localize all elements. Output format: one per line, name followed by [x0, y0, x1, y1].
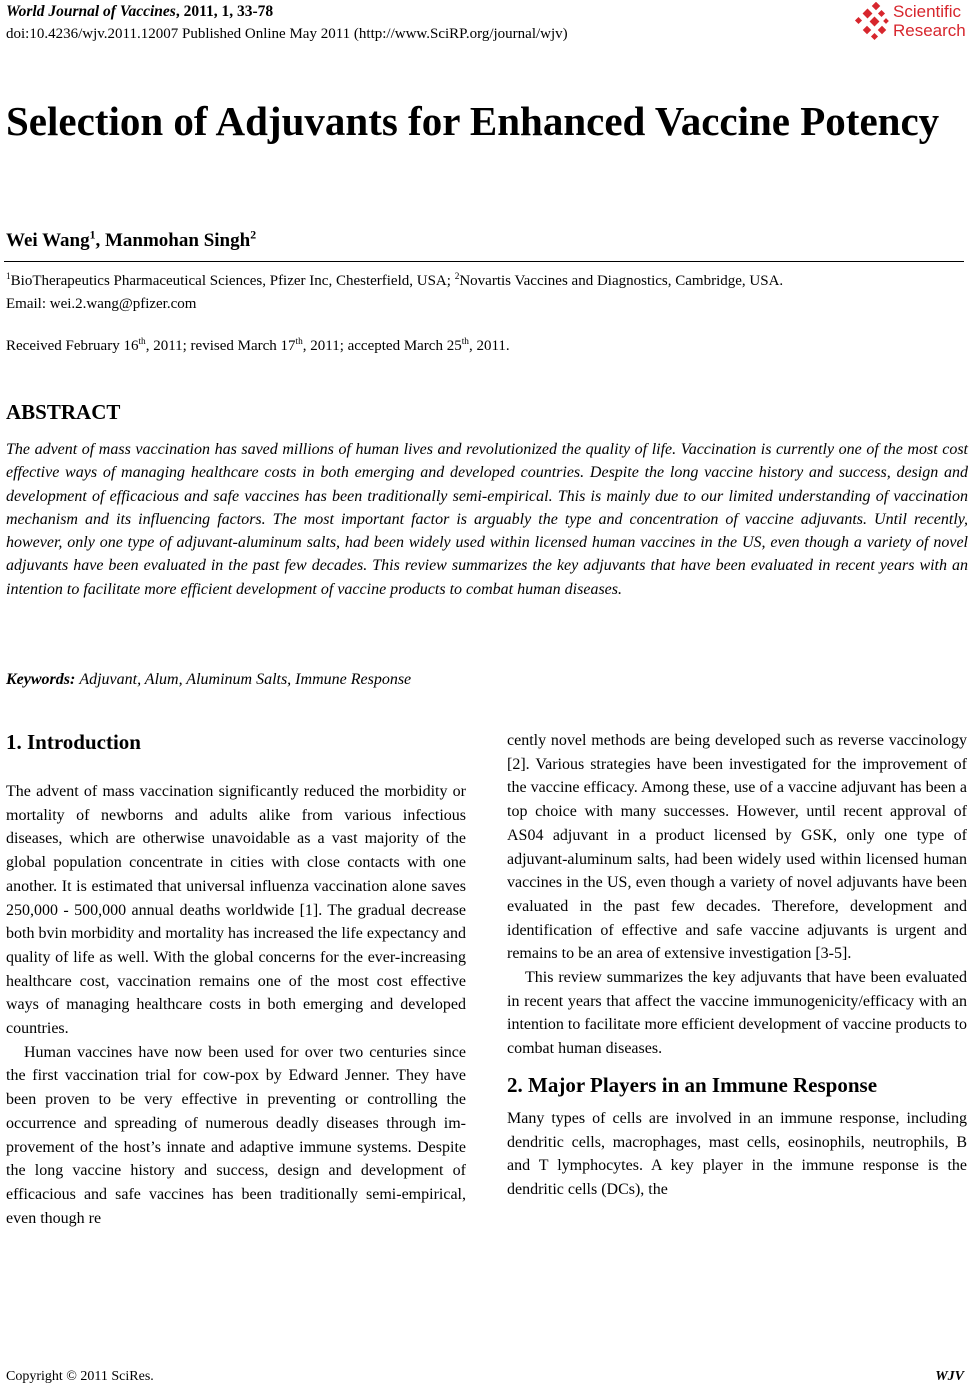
keywords — [6, 669, 411, 691]
section-2-heading: 2. Major Players in an Immune Response — [507, 1072, 878, 1097]
intro-paragraph-2-continued: cently novel methods are being developed such as reverse vaccinology [2]. Various strategies have been investigated for the improvement of the vaccine efficacy. Among these, use of a vaccine adjuvant has been a top choice with many successes. However, until recent approval of AS04 adjuvant in a product licensed by GSK, only one type of adjuvant-aluminum salts, had been widely used within licensed human vaccines in the US, even though a variety of novel adjuvants have been evaluated in the past few decades. Therefore, development and identification of effective and safe vaccine adjuvants is urgent and remains to be an area of extensive investigation [3-5]. — [507, 732, 967, 963]
keywords-value: Adjuvant, Alum, Aluminum Salts, Immune Response — [79, 671, 412, 688]
column-left — [6, 780, 466, 1230]
abstract-heading: ABSTRACT — [6, 400, 121, 424]
column-right — [507, 729, 967, 1202]
journal-name: World Journal of Vaccines — [6, 3, 176, 20]
publisher-logo — [853, 2, 969, 42]
doi-line: doi:10.4236/wjv.2011.12007 Published Online May 2011 (http://www.SciRP.org/journal/wjv) — [6, 26, 568, 42]
footer-journal-abbr: WJV — [935, 1369, 964, 1384]
journal-volume: , 2011, 1, 33-78 — [175, 3, 274, 20]
keywords-label: Keywords: — [6, 671, 76, 688]
author-list: Wei Wang$^1$, Manmohan Singh$^2$ — [6, 228, 257, 251]
footer-copyright: Copyright © 2011 SciRes. — [6, 1369, 154, 1384]
section-2-paragraph-1: Many types of cells are involved in an immune response, including dendritic cells, macrophages, mast cells, eosinophils, neutrophils, B and T lymphocytes. A key player in the immune response is the dendritic cells (DCs), the — [507, 1109, 967, 1198]
journal-citation — [6, 3, 273, 21]
header-divider — [4, 261, 964, 262]
corresponding-email: Email: wei.2.wang@pfizer.com — [6, 296, 197, 312]
intro-paragraph-2: Human vaccines have now been used for over two centuries since the first vaccination trial for cow-pox by Edward Jenner. They have been proven to be very effective in preventing or controlling the occurrence and spreading of numerous deadly diseases through improvement of the host’s innate and adaptive immune systems. Despite the long vaccine history and success, design and development of efficacious and safe vaccines has been traditionally semi-empirical, even though re — [6, 1043, 466, 1227]
section-1-heading: 1. Introduction — [6, 730, 141, 754]
paper-title: Selection of Adjuvants for Enhanced Vaccine Potency — [6, 98, 940, 144]
intro-paragraph-3: This review summarizes the key adjuvants that have been evaluated in recent years that affect the vaccine immunogenicity/efficacy with an intention to facilitate more efficient development of vaccine products to combat human diseases. — [507, 969, 967, 1058]
publisher-logo-text: Scientific Research — [893, 2, 966, 40]
received-dates: Received February 16th, 2011; revised March 17th, 2011; accepted March 25th, 2011. — [6, 337, 510, 354]
author-1: Wei Wang — [6, 230, 90, 251]
author-2: Manmohan Singh — [104, 230, 251, 251]
affiliations: $^1$BioTherapeutics Pharmaceutical Sciences, Pfizer Inc, Chesterfield, USA; $^2$Novartis Vaccines and Diagnostics, Cambridge, USA. — [6, 272, 784, 289]
abstract-text: The advent of mass vaccination has saved millions of human lives and revolutionized the quality of life. Vaccination is currently one of the most cost effective ways of managing healthcare costs in both emerging and developed countries. Despite the long vaccine history and success, design and development of efficacious and safe vaccines has been traditionally semi-empirical. This is mainly due to our limited understanding of vaccination mechanism and its influencing factors. The most important factor is arguably the type and concentration of vaccine adjuvants. Until recently, however, only one type of adjuvant-aluminum salts, had been widely used within licensed human vaccines in the US, even though a variety of novel adjuvants have been evaluated in the past few decades. This review summarizes the key adjuvants that have been evaluated in recent years with an intention to facilitate more efficient development of vaccine products to combat human diseases. — [6, 441, 968, 598]
publisher-logo-icon — [853, 2, 891, 42]
intro-paragraph-1: The advent of mass vaccination significantly reduced the morbidity or mortality of newborns and adults alike from various infectious diseases, which are otherwise unavoidable as a vast majority of the global population concentrate in cities with close contacts with one another. It is estimated that universal influenza vaccination alone saves 250,000 - 500,000 annual deaths worldwide [1]. The gradual decrease both bvin morbidity and mortality has increased the life expectancy and quality of life as well. With the global concerns for the ever-increasing healthcare cost, vaccination remains one of the most cost effective ways of managing healthcare costs in both emerging and developed countries. — [6, 783, 466, 1038]
